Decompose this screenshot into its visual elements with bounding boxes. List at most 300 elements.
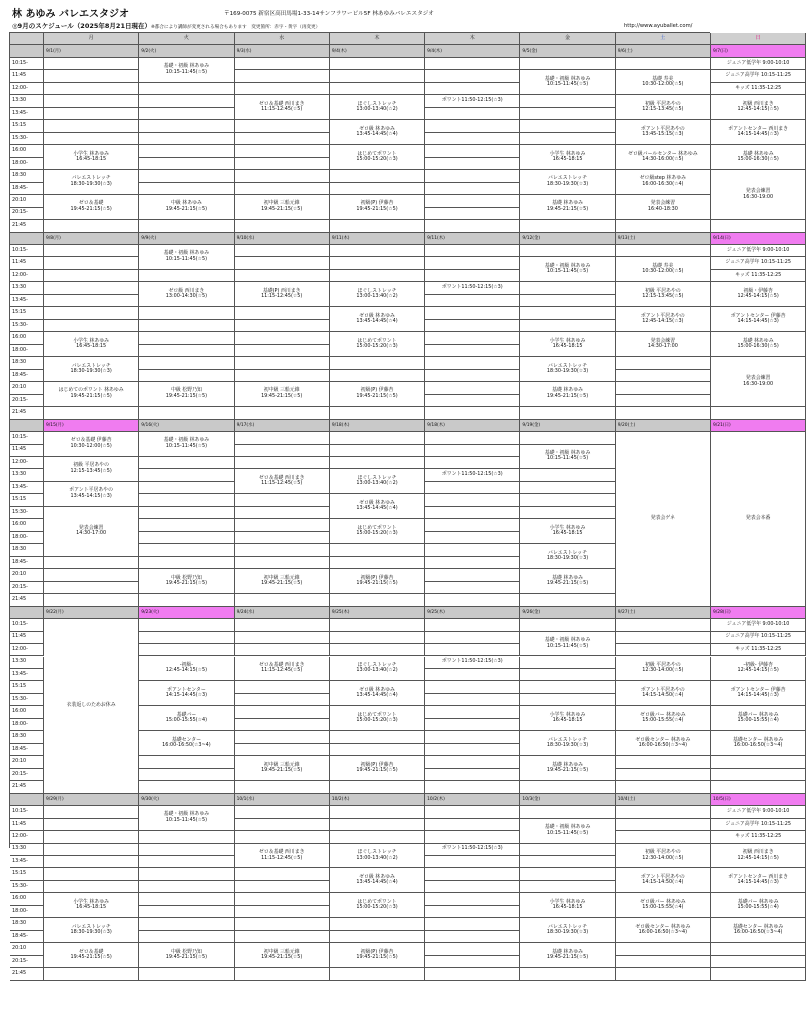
time-slot [10,445,44,457]
time-label: 12:00- [12,271,28,278]
class-cell[interactable] [330,282,425,307]
class-cell[interactable] [616,120,711,145]
class-cell[interactable] [711,95,806,120]
empty-cell [139,158,234,170]
date-cell [44,420,139,432]
empty-cell [425,756,520,768]
class-cell[interactable] [520,893,615,918]
empty-cell [520,594,615,606]
class-cell[interactable] [520,819,615,844]
class-text: 16:00-16:50(☆3~4) [733,742,783,749]
class-cell[interactable] [330,332,425,357]
date-cell [616,45,711,57]
empty-cell [520,681,615,693]
time-slot [10,395,44,407]
class-text: 19:45-21:15(☆5) [356,393,398,400]
class-cell[interactable] [44,507,139,557]
class-text: 12:15-13:45(☆5) [70,467,112,474]
empty-cell [235,868,330,880]
class-text: 中級 林あゆみ [170,200,202,207]
class-text: ゼロ級センター 林あゆみ [635,736,691,743]
class-cell[interactable] [711,844,806,869]
class-text: 14:30-16:00(☆5) [642,156,684,163]
class-cell[interactable] [520,257,615,282]
class-cell[interactable] [139,432,234,457]
class-cell[interactable] [425,657,520,669]
class-cell[interactable] [711,58,806,70]
date-label: 9/27(土) [617,609,636,615]
time-label: 21:45 [12,409,27,415]
class-cell[interactable] [616,170,711,195]
class-text: 初級(P) 伊藤杏 [360,761,394,768]
class-cell[interactable] [330,756,425,781]
empty-cell [425,706,520,718]
time-slot [10,270,44,282]
class-cell[interactable] [616,731,711,756]
class-cell[interactable] [330,706,425,731]
class-cell[interactable] [235,95,330,120]
class-cell[interactable] [520,943,615,968]
empty-cell [139,345,234,357]
class-cell[interactable] [425,844,520,856]
class-cell[interactable] [616,282,711,307]
empty-cell [616,357,711,369]
class-cell[interactable] [616,681,711,706]
class-cell[interactable] [235,657,330,682]
class-cell[interactable] [139,706,234,731]
class-cell[interactable] [520,195,615,220]
time-label: 10:15- [12,433,28,440]
class-cell[interactable] [235,382,330,407]
date-label: 9/1(月) [46,48,61,54]
time-label: 21:45 [12,970,27,977]
class-cell[interactable] [711,70,806,82]
time-slot [10,482,44,494]
class-cell[interactable] [711,145,806,170]
class-cell[interactable] [330,120,425,145]
class-cell[interactable] [616,432,711,607]
class-cell[interactable] [711,819,806,831]
time-slot [10,881,44,893]
class-cell[interactable] [44,332,139,357]
class-cell[interactable] [711,83,806,95]
empty-cell [235,445,330,457]
empty-cell [425,769,520,781]
class-cell[interactable] [44,943,139,968]
class-text: 基礎・初級 林あゆみ [163,437,210,444]
empty-cell [44,58,139,70]
class-text: 13:45-14:15(☆3) [70,492,112,499]
class-cell[interactable] [235,195,330,220]
empty-cell [425,881,520,893]
class-cell[interactable] [520,357,615,382]
class-text: 19:45-21:15(☆5) [356,954,398,961]
class-cell[interactable] [330,569,425,594]
time-label: 15:30- [12,134,28,141]
class-text: 12:45-14:15(☆3) [642,318,684,325]
class-text: 14:15-14:45(☆3) [737,318,779,325]
class-cell[interactable] [711,307,806,332]
time-slot [10,407,44,419]
class-cell[interactable] [330,307,425,332]
class-cell[interactable] [520,918,615,943]
class-cell[interactable] [711,706,806,731]
empty-cell [520,220,615,232]
class-text: 19:45-21:15(☆5) [70,954,112,961]
class-cell[interactable] [616,145,711,170]
empty-cell [235,370,330,382]
class-cell[interactable] [330,95,425,120]
class-cell[interactable] [44,382,139,407]
class-cell[interactable] [616,332,711,357]
empty-cell [235,594,330,606]
class-cell[interactable] [616,844,711,869]
class-cell[interactable] [711,270,806,282]
time-label: 15:30- [12,695,28,702]
empty-cell [330,806,425,818]
class-cell[interactable] [711,731,806,756]
class-text: キッズ 11:35-12:25 [735,645,782,652]
class-cell[interactable] [330,893,425,918]
time-label: 18:30 [12,920,27,927]
empty-cell [616,968,711,980]
day-header [139,33,234,45]
class-text: ポアント平居あやの [640,125,685,132]
class-cell[interactable] [520,70,615,95]
empty-cell [44,245,139,257]
class-text: 13:45-14:45(☆4) [356,131,398,138]
empty-cell [44,569,139,581]
empty-cell [44,257,139,269]
date-label: 9/22(月) [46,609,64,615]
empty-cell [425,868,520,880]
time-slot [10,844,44,856]
class-cell[interactable] [616,918,711,943]
empty-cell [330,831,425,843]
class-text: 発表会練習 [650,337,676,344]
empty-cell [425,83,520,95]
class-cell[interactable] [139,58,234,83]
date-label: 9/13(土) [617,235,636,241]
date-cell [330,233,425,245]
class-cell[interactable] [330,195,425,220]
class-cell[interactable] [425,282,520,294]
empty-cell [425,906,520,918]
class-cell[interactable] [139,195,234,220]
class-text: 16:45-18:15 [552,717,583,724]
date-label: 9/25(木) [427,609,445,615]
class-cell[interactable] [616,95,711,120]
class-cell[interactable] [44,619,139,794]
class-cell[interactable] [520,632,615,657]
empty-cell [425,532,520,544]
empty-cell [330,918,425,930]
empty-cell [44,320,139,332]
class-text: バレエストレッチ [71,175,111,182]
empty-cell [330,744,425,756]
class-text: ゼロ級バー 林あゆみ [640,711,686,718]
class-cell[interactable] [711,632,806,644]
date-cell [425,420,520,432]
class-cell[interactable] [44,357,139,382]
class-cell[interactable] [520,731,615,756]
class-cell[interactable] [616,893,711,918]
class-cell[interactable] [711,831,806,843]
time-label: 16:00 [12,521,27,528]
time-slot [10,158,44,170]
class-cell[interactable] [330,681,425,706]
empty-cell [235,544,330,556]
empty-cell [44,407,139,419]
empty-cell [616,370,711,382]
empty-cell [235,407,330,419]
class-cell[interactable] [139,282,234,307]
class-text: 19:45-21:15(☆5) [261,767,303,774]
class-cell[interactable] [44,432,139,457]
class-cell[interactable] [139,245,234,270]
time-slot [10,831,44,843]
time-label: 15:15 [12,122,27,129]
class-text: ほぐしストレッチ [357,474,397,481]
class-text: 10:30-12:00(☆5) [70,443,112,449]
date-label: 9/26(金) [522,609,541,615]
class-cell[interactable] [711,806,806,818]
class-cell[interactable] [235,943,330,968]
class-cell[interactable] [711,868,806,893]
class-cell[interactable] [520,382,615,407]
class-text: ポアント平居あやの [640,873,685,880]
time-slot [10,108,44,120]
time-label: 10:15- [12,59,28,66]
day-header [520,33,615,45]
empty-cell [139,893,234,905]
time-label: 13:30 [12,284,27,291]
class-cell[interactable] [520,145,615,170]
empty-cell [425,183,520,195]
class-text: 基礎 寿美 [652,262,674,269]
class-text: 14:30-17:00 [647,343,678,350]
class-cell[interactable] [711,257,806,269]
time-label: 18:45- [12,184,28,191]
empty-cell [425,781,520,793]
class-cell[interactable] [330,943,425,968]
class-text: 小学生 林あゆみ [549,898,586,905]
empty-cell [711,956,806,968]
empty-cell [520,295,615,307]
class-cell[interactable] [711,432,806,607]
class-cell[interactable] [139,806,234,831]
date-label: 9/23(火) [141,609,159,615]
class-cell[interactable] [44,170,139,195]
class-cell[interactable] [520,544,615,569]
class-cell[interactable] [139,681,234,706]
class-cell[interactable] [139,382,234,407]
class-cell[interactable] [139,943,234,968]
date-cell [711,233,806,245]
class-cell[interactable] [425,469,520,481]
class-cell[interactable] [44,893,139,918]
class-text: 基礎(P) 西川まき [262,287,301,294]
class-text: 基礎・初級 林あゆみ [544,636,591,643]
day-header-label: 月 [88,34,94,41]
class-cell[interactable] [711,619,806,631]
class-cell[interactable] [520,170,615,195]
time-label: 15:30- [12,508,28,515]
date-cell [711,420,806,432]
empty-cell [235,744,330,756]
date-cell [616,607,711,619]
class-cell[interactable] [616,868,711,893]
studio-url[interactable]: http://www.ayuballet.com/ [624,23,693,29]
class-cell[interactable] [330,145,425,170]
class-cell[interactable] [520,569,615,594]
date-cell [520,794,615,806]
time-label: 16:00 [12,708,27,715]
date-cell [139,794,234,806]
time-label: 18:30 [12,172,27,179]
class-text: 発表会練習 [650,200,676,207]
empty-cell [711,407,806,419]
class-cell[interactable] [330,469,425,494]
time-label: 11:45 [12,72,27,79]
time-slot [10,345,44,357]
class-cell[interactable] [711,170,806,220]
class-cell[interactable] [711,893,806,918]
class-cell[interactable] [330,844,425,869]
class-cell[interactable] [711,357,806,407]
class-cell[interactable] [139,569,234,594]
class-cell[interactable] [425,95,520,107]
class-cell[interactable] [711,918,806,943]
time-label: 16:00 [12,895,27,902]
time-slot [10,906,44,918]
empty-cell [235,706,330,718]
empty-cell [616,819,711,831]
class-cell[interactable] [616,657,711,682]
empty-cell [235,781,330,793]
class-cell[interactable] [711,245,806,257]
empty-cell [235,806,330,818]
class-cell[interactable] [44,482,139,507]
class-cell[interactable] [44,457,139,482]
class-cell[interactable] [711,644,806,656]
class-cell[interactable] [520,445,615,470]
class-cell[interactable] [330,657,425,682]
class-text: 18:30-19:30(☆3) [546,555,589,562]
date-label: 10/2(木) [331,796,350,802]
date-cell [520,45,615,57]
class-text: 初級(P) 伊藤杏 [360,200,394,207]
class-cell[interactable] [520,332,615,357]
empty-cell [520,881,615,893]
date-label: 9/2(火) [141,48,157,54]
class-text: 小学生 林あゆみ [73,150,110,157]
empty-cell [425,669,520,681]
empty-cell [711,220,806,232]
empty-cell [139,307,234,319]
class-cell[interactable] [44,195,139,220]
class-cell[interactable] [711,282,806,307]
class-text: キッズ 11:35-12:25 [735,271,782,278]
class-cell[interactable] [44,145,139,170]
time-slot [10,519,44,531]
class-cell[interactable] [330,494,425,519]
empty-cell [616,245,711,257]
class-text: 発表会練習 [78,524,104,531]
class-text: 12:45-14:15(☆5) [737,854,779,861]
class-cell[interactable] [235,469,330,494]
empty-cell [139,856,234,868]
empty-cell [616,943,711,955]
class-cell[interactable] [520,706,615,731]
class-cell[interactable] [235,282,330,307]
date-label: 9/19(金) [522,422,541,428]
class-cell[interactable] [711,332,806,357]
class-text: -初級- [179,661,194,668]
class-cell[interactable] [330,382,425,407]
class-text: ゼロ＆基礎 西川まき [258,100,305,107]
class-text: 14:15-14:50(☆4) [642,879,684,886]
time-slot [10,769,44,781]
class-cell[interactable] [616,307,711,332]
class-text: 初級(P) 伊藤杏 [360,387,394,394]
class-text: バレエストレッチ [548,362,588,369]
empty-cell [425,482,520,494]
class-text: 15:00-15:20(☆3) [356,904,398,911]
class-cell[interactable] [139,657,234,682]
empty-cell [425,370,520,382]
class-cell[interactable] [330,519,425,544]
class-cell[interactable] [330,868,425,893]
class-cell[interactable] [520,756,615,781]
time-slot [10,307,44,319]
class-cell[interactable] [235,569,330,594]
class-cell[interactable] [44,918,139,943]
class-cell[interactable] [711,681,806,706]
class-cell[interactable] [139,731,234,756]
empty-cell [235,881,330,893]
empty-cell [425,195,520,207]
class-cell[interactable] [616,706,711,731]
time-label: 13:30 [12,658,27,665]
class-cell[interactable] [616,195,711,220]
class-cell[interactable] [711,120,806,145]
class-text: 13:00-13:40(☆2) [356,480,398,487]
empty-cell [235,270,330,282]
time-slot [10,681,44,693]
day-header [711,33,806,45]
class-cell[interactable] [616,70,711,95]
class-cell[interactable] [235,756,330,781]
empty-cell [44,220,139,232]
class-text: ゼロ級バールセンター 林あゆみ [627,150,698,157]
class-text: 初中級 三船元維 [263,200,300,207]
class-cell[interactable] [616,257,711,282]
empty-cell [139,457,234,469]
class-text: 基礎・初級 林あゆみ [163,63,210,70]
time-slot [10,719,44,731]
day-header [425,33,520,45]
class-cell[interactable] [235,844,330,869]
class-cell[interactable] [520,519,615,544]
date-label: 9/14(日) [713,235,731,241]
time-label: 11:45 [12,446,27,453]
class-text: 初級 西川まき [742,848,774,855]
time-label: 18:00- [12,159,28,166]
class-cell[interactable] [711,657,806,682]
class-text: ジュニア低学年 9:00-10:10 [726,620,790,627]
date-cell [616,420,711,432]
